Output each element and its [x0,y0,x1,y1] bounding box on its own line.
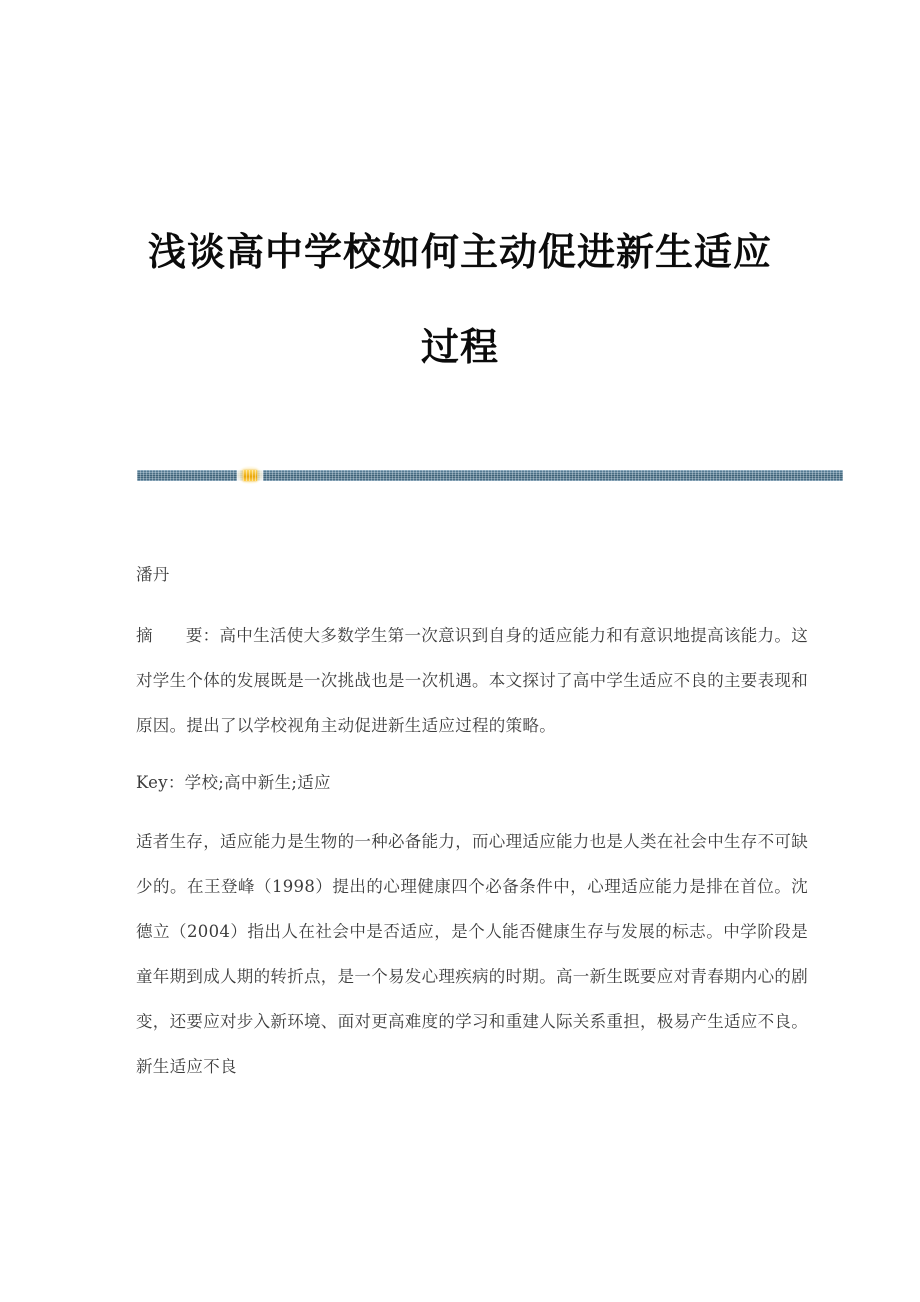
page-title: 浅谈高中学校如何主动促进新生适应过程 [147,230,772,369]
body-paragraph: 适者生存，适应能力是生物的一种必备能力，而心理适应能力也是人类在社会中生存不可缺少的。在王登峰（1998）提出的心理健康四个必备条件中，心理适应能力是排在首位。沈德立（2004）指出人在社会中是否适应，是个人能否健康生存与发展的标志。中学阶段是童年期到成人期的转折点，是一个易发心理疾病的时期。高一新生既要应对青春期内心的剧变，还要应对步入新环境、面对更高难度的学习和重建人际关系重担，极易产生适应不良。新生适应不良 [136,832,808,1076]
abstract-text: 高中生活使大多数学生第一次意识到自身的适应能力和有意识地提高该能力。这对学生个体的发展既是一次挑战也是一次机遇。本文探讨了高中学生适应不良的主要表现和原因。提出了以学校视角主动促进新生适应过程的策略。 [136,626,809,735]
keywords-paragraph [136,760,808,805]
title-block [136,205,784,395]
keywords-label: Key： [136,773,185,792]
divider-gem-icon [243,470,257,481]
decorative-divider [137,466,843,484]
author-name: 潘丹 [136,565,170,584]
abstract-label-colon: 要： [185,626,220,645]
keywords-text: 学校;高中新生;适应 [184,773,331,792]
abstract-paragraph [136,613,808,748]
abstract-label: 摘 [136,626,153,645]
document-content [136,552,808,1089]
